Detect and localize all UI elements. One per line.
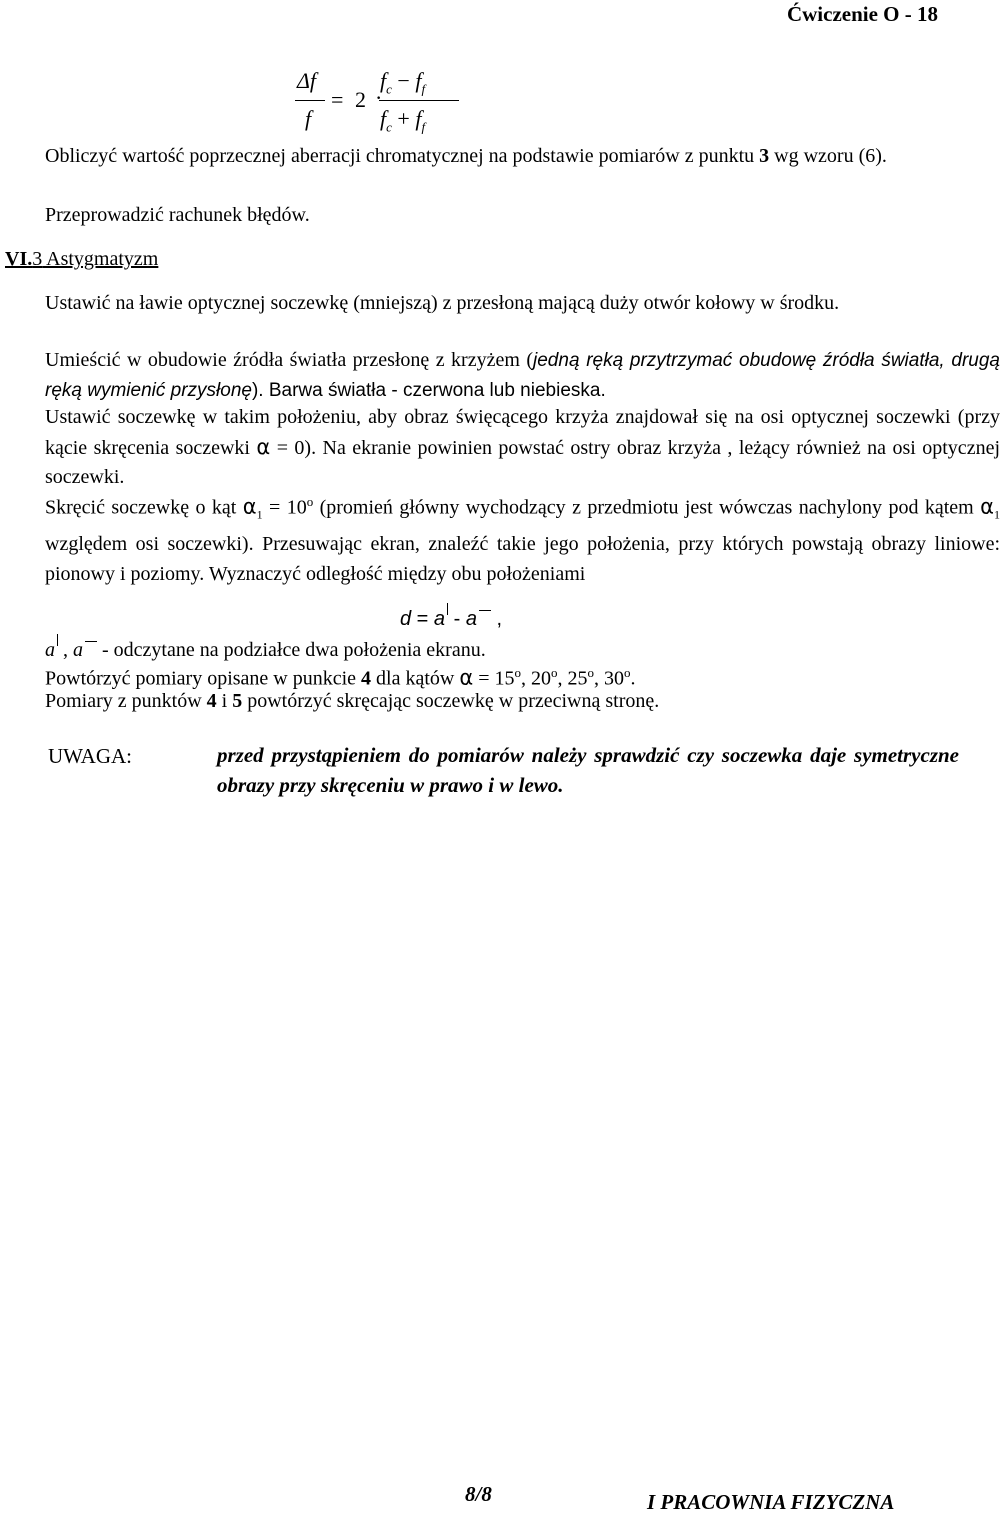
list-item: Skręcić soczewkę o kąt $\alpha_1 = 10^o$ (promień główny wychodzący z przedmiotu jest wówczas nachylony pod kątem $\alpha_1$ względem osi soczewki). Przesuwając ekran, znaleźć takie jego położenia, przy których powstają obrazy liniowe: pionowy i poziomy. Wyznaczyć odległość między obu położeniami bbox=[5, 487, 1000, 589]
item-number bbox=[5, 346, 45, 376]
distance-formula: d = a - a , bbox=[400, 603, 502, 631]
item-number bbox=[5, 687, 45, 717]
formula-lhs-denominator: f bbox=[305, 106, 312, 131]
formula-equals: = bbox=[331, 87, 344, 112]
note-text: przed przystąpieniem do pomiarów należy sprawdzić czy soczewka daje symetryczne obrazy przy skręceniu w prawo i w lewo. bbox=[217, 743, 959, 797]
list-item: Obliczyć wartość poprzecznej aberracji chromatycznej na podstawie pomiarów z punktu 3 wg wzoru (6). bbox=[5, 142, 1000, 172]
list-item: Pomiary z punktów 4 i 5 powtórzyć skręcając soczewkę w przeciwną stronę. bbox=[5, 687, 1000, 717]
fraction-bar bbox=[295, 100, 325, 101]
formula-rhs-numerator: $f_c - f_f$ bbox=[380, 68, 426, 97]
chromatic-aberration-formula bbox=[295, 68, 495, 138]
section-heading: VI.3 Astygmatyzm bbox=[5, 248, 159, 270]
formula-rhs-denominator: $f_c + f_f$ bbox=[380, 106, 426, 135]
page-number: 8/8 bbox=[465, 1482, 492, 1506]
formula-dot: · bbox=[375, 85, 383, 110]
note-label: UWAGA: bbox=[48, 744, 132, 768]
page-header-title: Ćwiczenie O - 18 bbox=[786, 2, 938, 26]
list-item: Umieścić w obudowie źródła światła przesłonę z krzyżem (jedną ręką przytrzymać obudowę źródła światła, drugą ręką wymienić przysłonę). Barwa światła - czerwona lub niebieska. bbox=[5, 346, 1000, 405]
formula-legend: a , a - odczytane na podziałce dwa położenia ekranu. bbox=[5, 634, 1000, 666]
item-number bbox=[5, 201, 45, 231]
list-item: Ustawić soczewkę w takim położeniu, aby obraz święcącego krzyża znajdował się na osi optycznej soczewki (przy kącie skręcenia soczewki α = 0). Na ekranie powinien powstać ostry obraz krzyża , leżący również na osi optycznej soczewki. bbox=[5, 403, 1000, 493]
footer-lab-name: I PRACOWNIA FIZYCZNA bbox=[647, 1490, 895, 1514]
item-number bbox=[5, 494, 45, 524]
list-item: Powtórzyć pomiary opisane w punkcie 4 dla kątów $\alpha = 15^o$, 20$^o$, 25$^o$, 30$^o$. bbox=[5, 658, 1000, 694]
item-number bbox=[5, 142, 45, 172]
horizontal-mark bbox=[479, 610, 491, 611]
list-item: Ustawić na ławie optycznej soczewkę (mniejszą) z przesłoną mającą duży otwór kołowy w środku. bbox=[5, 289, 1000, 319]
horizontal-mark bbox=[85, 641, 97, 642]
list-item: Przeprowadzić rachunek błędów. bbox=[5, 201, 1000, 231]
item-number bbox=[5, 403, 45, 433]
fraction-bar bbox=[379, 100, 459, 101]
formula-lhs-numerator: Δf bbox=[297, 68, 317, 93]
formula-coefficient: 2 bbox=[355, 87, 366, 112]
item-number bbox=[5, 289, 45, 319]
